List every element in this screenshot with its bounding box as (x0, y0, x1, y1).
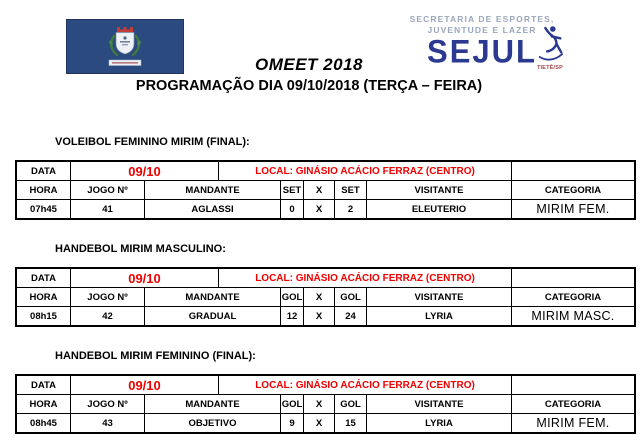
match-mandante: GRADUAL (145, 307, 281, 325)
col-header-mandante: MANDANTE (145, 395, 281, 413)
col-header-placar2: GOL (335, 395, 367, 413)
match-visitante: LYRIA (367, 307, 512, 325)
match-hora: 08h15 (17, 307, 71, 325)
col-header-placar1: SET (281, 181, 304, 199)
date-cell: 09/10 (71, 376, 219, 394)
match-placar2: 2 (335, 200, 367, 218)
section-title-voleibol-feminino-mirim: VOLEIBOL FEMININO MIRIM (FINAL): (55, 136, 250, 148)
empty-cell (512, 376, 634, 394)
local-cell: LOCAL: GINÁSIO ACÁCIO FERRAZ (CENTRO) (219, 269, 512, 287)
col-header-placar1: GOL (281, 395, 304, 413)
data-label-cell: DATA (17, 162, 71, 180)
match-row (17, 414, 634, 432)
col-header-visitante: VISITANTE (367, 181, 512, 199)
match-categoria: MIRIM FEM. (536, 202, 610, 216)
col-header-categoria: CATEGORIA (544, 184, 602, 196)
data-label-cell: DATA (17, 269, 71, 287)
col-header-hora: HORA (17, 181, 71, 199)
local-cell: LOCAL: GINÁSIO ACÁCIO FERRAZ (CENTRO) (219, 376, 512, 394)
match-jogo: 43 (71, 414, 145, 432)
empty-cell (512, 162, 634, 180)
schedule-table-handebol-masculino (15, 267, 636, 327)
col-header-placar2: GOL (335, 288, 367, 306)
data-label-cell: DATA (17, 376, 71, 394)
match-jogo: 41 (71, 200, 145, 218)
schedule-table-voleibol-feminino-mirim (15, 160, 636, 220)
col-header-categoria: CATEGORIA (544, 398, 602, 410)
sejul-wordmark: SEJUL (427, 33, 537, 70)
match-categoria: MIRIM MASC. (531, 309, 615, 323)
match-placar1: 9 (281, 414, 304, 432)
match-categoria: MIRIM FEM. (536, 416, 610, 430)
match-placar2: 24 (335, 307, 367, 325)
col-header-jogo: JOGO Nº (71, 288, 145, 306)
col-header-visitante: VISITANTE (367, 288, 512, 306)
title-block (0, 55, 618, 94)
table-header-row (17, 288, 634, 307)
col-header-jogo: JOGO Nº (71, 181, 145, 199)
sejul-city-label: TIETÊ/SP (536, 65, 563, 72)
section-title-handebol-masculino: HANDEBOL MIRIM MASCULINO: (55, 243, 226, 255)
org-name-line1: SECRETARIA DE ESPORTES, (409, 14, 555, 24)
col-header-visitante: VISITANTE (367, 395, 512, 413)
org-name-line2: JUVENTUDE E LAZER (427, 25, 537, 36)
col-header-x: X (304, 181, 335, 199)
match-x: X (304, 307, 335, 325)
col-header-x: X (304, 288, 335, 306)
match-placar2: 15 (335, 414, 367, 432)
table-header-row (17, 395, 634, 414)
table-meta-row (17, 162, 634, 181)
match-visitante: LYRIA (367, 414, 512, 432)
date-cell: 09/10 (71, 162, 219, 180)
match-placar1: 0 (281, 200, 304, 218)
col-header-categoria: CATEGORIA (544, 291, 602, 303)
section-title-handebol-feminino: HANDEBOL MIRIM FEMININO (FINAL): (55, 350, 256, 362)
col-header-mandante: MANDANTE (145, 181, 281, 199)
local-cell: LOCAL: GINÁSIO ACÁCIO FERRAZ (CENTRO) (219, 162, 512, 180)
match-hora: 07h45 (17, 200, 71, 218)
col-header-hora: HORA (17, 288, 71, 306)
empty-cell (512, 269, 634, 287)
match-visitante: ELEUTERIO (367, 200, 512, 218)
col-header-placar1: GOL (281, 288, 304, 306)
table-meta-row (17, 376, 634, 395)
table-meta-row (17, 269, 634, 288)
schedule-table-handebol-feminino (15, 374, 636, 434)
event-subtitle: PROGRAMAÇÃO DIA 09/10/2018 (TERÇA – FEIRA) (135, 78, 483, 94)
match-x: X (304, 414, 335, 432)
col-header-x: X (304, 395, 335, 413)
match-hora: 08h45 (17, 414, 71, 432)
table-header-row (17, 181, 634, 200)
match-mandante: AGLASSI (145, 200, 281, 218)
match-x: X (304, 200, 335, 218)
date-cell: 09/10 (71, 269, 219, 287)
col-header-jogo: JOGO Nº (71, 395, 145, 413)
match-placar1: 12 (281, 307, 304, 325)
match-mandante: OBJETIVO (145, 414, 281, 432)
event-title: OMEET 2018 (255, 55, 363, 74)
match-jogo: 42 (71, 307, 145, 325)
col-header-hora: HORA (17, 395, 71, 413)
match-row (17, 307, 634, 325)
col-header-mandante: MANDANTE (145, 288, 281, 306)
col-header-placar2: SET (335, 181, 367, 199)
match-row (17, 200, 634, 218)
